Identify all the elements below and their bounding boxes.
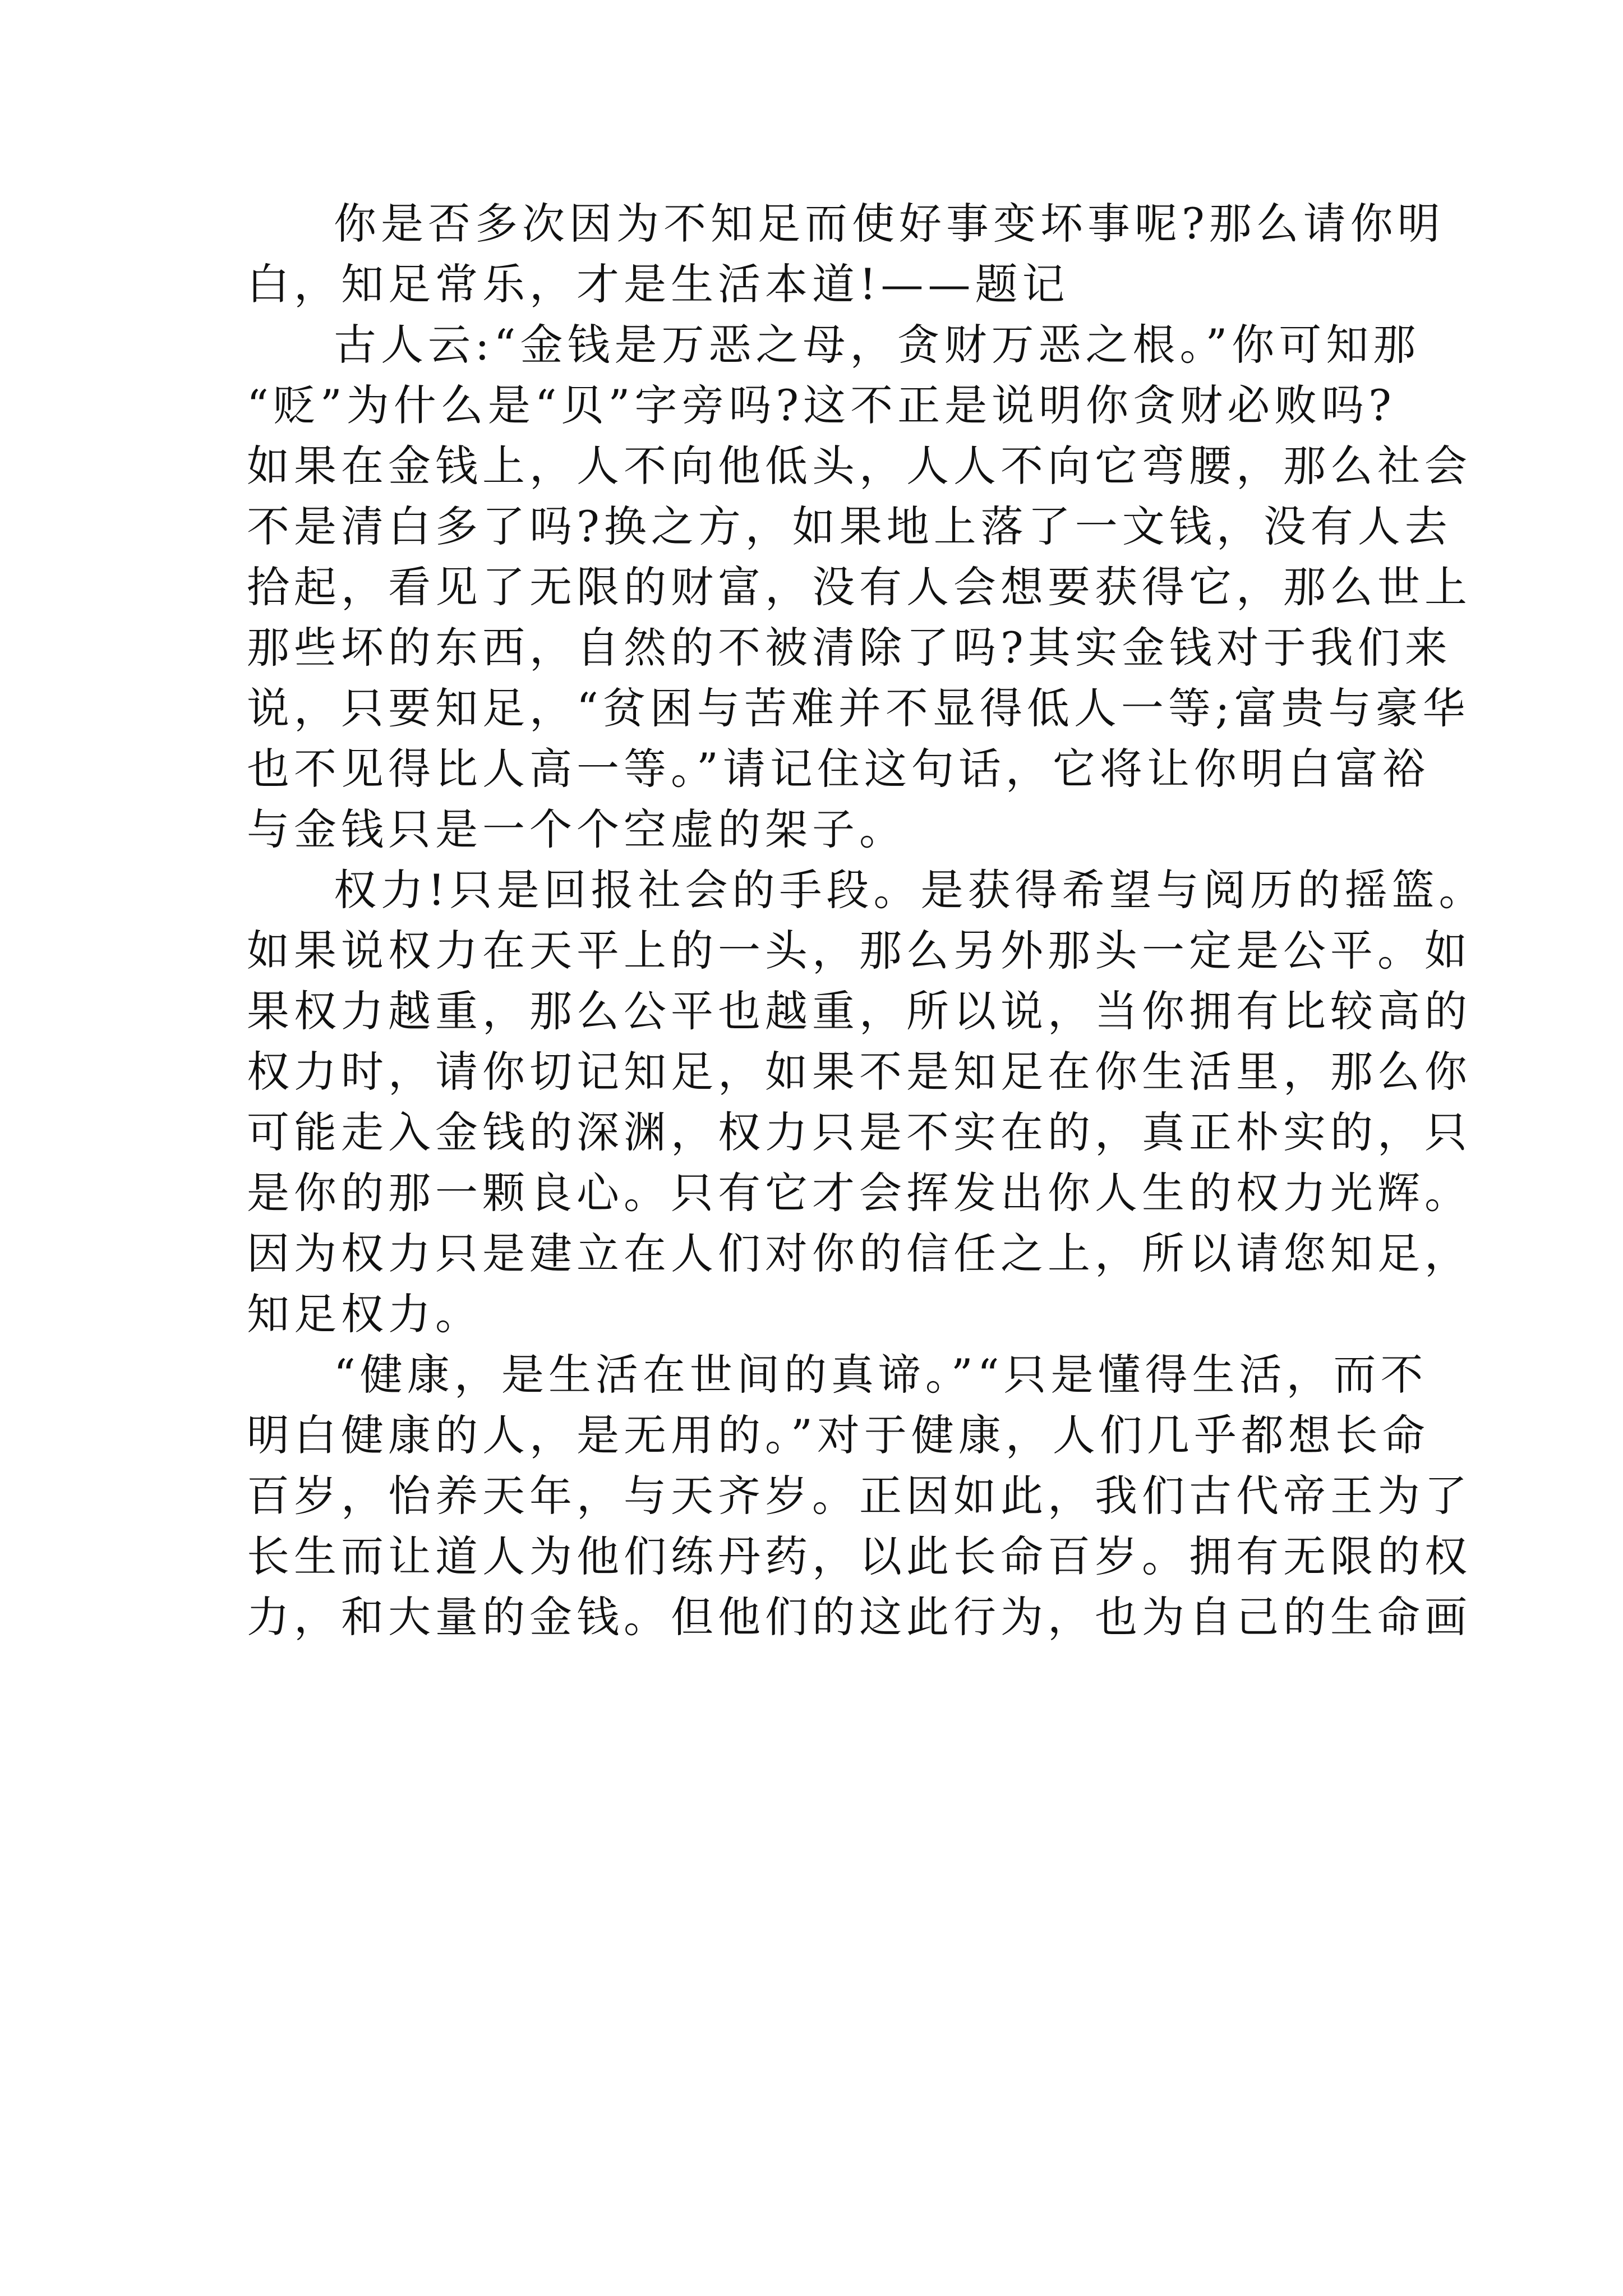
text-line: 因为权力只是建立在人们对你的信任之上，所以请您知足，	[247, 1228, 1472, 1278]
text-line: 百岁，怡养天年，与天齐岁。正因如此，我们古代帝王为了	[247, 1471, 1472, 1521]
text-line: 说，只要知足，“贫困与苦难并不显得低人一等;富贵与豪华	[247, 683, 1470, 733]
text-line: 也不见得比人高一等。”请记住这句话，它将让你明白富裕	[247, 744, 1430, 794]
text-line: 知足权力。	[247, 1289, 482, 1339]
text-line: 权力时，请你切记知足，如果不是知足在你生活里，那么你	[247, 1047, 1472, 1097]
text-line: 白，知足常乐，才是生活本道!——题记	[247, 259, 1069, 309]
text-line: “贬”为什么是“贝”字旁吗?这不正是说明你贪财必败吗?	[247, 380, 1396, 430]
text-line: 是你的那一颗良心。只有它才会挥发出你人生的权力光辉。	[247, 1168, 1472, 1218]
text-line: 果权力越重，那么公平也越重，所以说，当你拥有比较高的	[247, 986, 1472, 1036]
text-line: 你是否多次因为不知足而使好事变坏事呢?那么请你明	[334, 199, 1445, 249]
text-line: 古人云:“金钱是万恶之母，贪财万恶之根。”你可知那	[334, 320, 1421, 370]
text-line: “健康，是生活在世间的真谛。”“只是懂得生活，而不	[334, 1350, 1428, 1400]
text-line: 与金钱只是一个个空虚的架子。	[247, 804, 906, 854]
text-line: 权力!只是回报社会的手段。是获得希望与阅历的摇篮。	[334, 865, 1486, 915]
text-line: 那些坏的东西，自然的不被清除了吗?其实金钱对于我们来	[247, 623, 1452, 673]
text-line: 如果在金钱上，人不向他低头，人人不向它弯腰，那么社会	[247, 441, 1472, 491]
document-body	[247, 196, 1486, 1650]
text-line: 长生而让道人为他们练丹药，以此长命百岁。拥有无限的权	[247, 1531, 1472, 1581]
text-line: 可能走入金钱的深渊，权力只是不实在的，真正朴实的，只	[247, 1107, 1472, 1157]
text-line: 拾起，看见了无限的财富，没有人会想要获得它，那么世上	[247, 562, 1472, 612]
text-line: 力，和大量的金钱。但他们的这此行为，也为自己的生命画	[247, 1592, 1472, 1642]
text-line: 不是清白多了吗?换之方，如果地上落了一文钱，没有人去	[247, 501, 1452, 551]
text-line: 明白健康的人，是无用的。”对于健康，人们几乎都想长命	[247, 1410, 1430, 1460]
text-line: 如果说权力在天平上的一头，那么另外那头一定是公平。如	[247, 926, 1472, 976]
